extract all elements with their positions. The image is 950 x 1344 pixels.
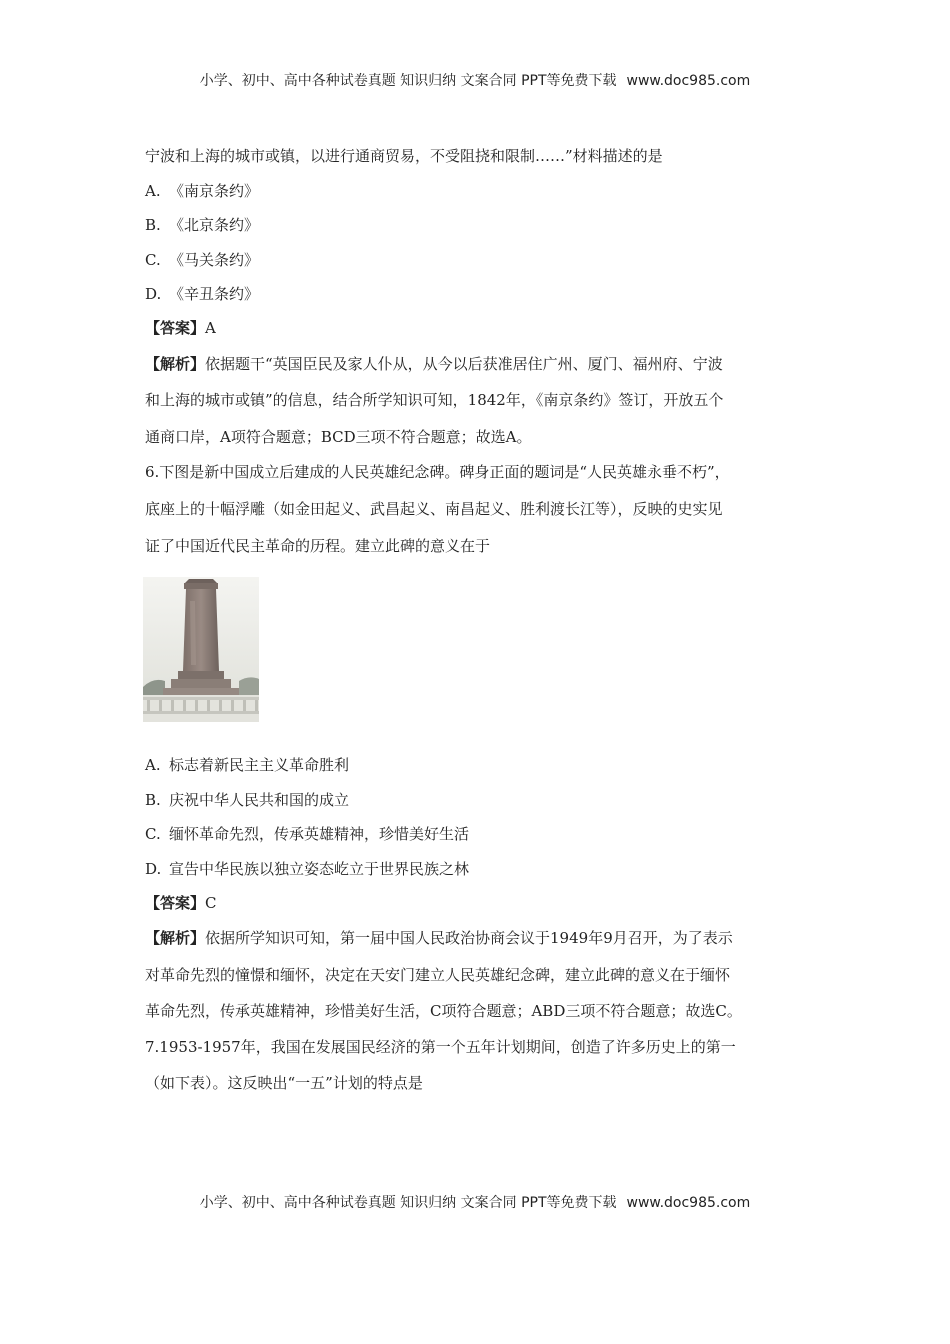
q6-answer: 【答案】C (145, 894, 217, 912)
q6-option-d: D. 宣告中华民族以独立姿态屹立于世界民族之林 (145, 860, 470, 878)
q5-option-a: A. 《南京条约》 (145, 182, 260, 200)
q6-option-c: C. 缅怀革命先烈，传承英雄精神，珍惜美好生活 (145, 825, 470, 843)
q6-stem-line-3: 证了中国近代民主革命的历程。建立此碑的意义在于 (145, 537, 491, 555)
q5-option-c: C. 《马关条约》 (145, 251, 260, 269)
footer-site: www.doc985.com (626, 1195, 751, 1211)
q7-stem-line-1: 7.1953-1957年，我国在发展国民经济的第一个五年计划期间，创造了许多历史上的第一 (145, 1038, 736, 1056)
q6-stem-line-1: 6.下图是新中国成立后建成的人民英雄纪念碑。碑身正面的题词是“人民英雄永垂不朽”， (145, 463, 730, 481)
q5-stem-continuation: 宁波和上海的城市或镇，以进行通商贸易，不受阻挠和限制……”材料描述的是 (145, 147, 663, 165)
q6-analysis-line-3: 革命先烈，传承英雄精神，珍惜美好生活，C项符合题意；ABD三项不符合题意；故选C。 (145, 1002, 742, 1020)
page-header (0, 70, 950, 90)
q5-answer: 【答案】A (145, 319, 216, 337)
q5-analysis-line-3: 通商口岸，A项符合题意；BCD三项不符合题意；故选A。 (145, 428, 532, 446)
header-site: www.doc985.com (626, 73, 751, 89)
q6-option-b: B. 庆祝中华人民共和国的成立 (145, 791, 350, 809)
q5-option-d: D. 《辛丑条约》 (145, 285, 260, 303)
q5-analysis-line-1: 【解析】依据题干“英国臣民及家人仆从，从今以后获准居住广州、厦门、福州府、宁波 (145, 355, 723, 373)
q6-stem-line-2: 底座上的十幅浮雕（如金田起义、武昌起义、南昌起义、胜利渡长江等），反映的史实见 (145, 500, 723, 518)
q7-stem-line-2: （如下表）。这反映出“一五”计划的特点是 (145, 1074, 423, 1092)
q6-analysis-line-1: 【解析】依据所学知识可知，第一届中国人民政治协商会议于1949年9月召开，为了表示 (145, 929, 733, 947)
monument-image (143, 577, 259, 722)
header-text: 小学、初中、高中各种试卷真题 知识归纳 文案合同 PPT等免费下载 (199, 73, 617, 89)
monument-photo (143, 577, 259, 722)
footer-text: 小学、初中、高中各种试卷真题 知识归纳 文案合同 PPT等免费下载 (199, 1195, 617, 1211)
q6-option-a: A. 标志着新民主主义革命胜利 (145, 756, 350, 774)
page-footer (0, 1192, 950, 1212)
q5-option-b: B. 《北京条约》 (145, 216, 260, 234)
q6-analysis-line-2: 对革命先烈的憧憬和缅怀，决定在天安门建立人民英雄纪念碑，建立此碑的意义在于缅怀 (145, 966, 731, 984)
q5-analysis-line-2: 和上海的城市或镇”的信息，结合所学知识可知，1842年，《南京条约》签订，开放五个 (145, 391, 724, 409)
